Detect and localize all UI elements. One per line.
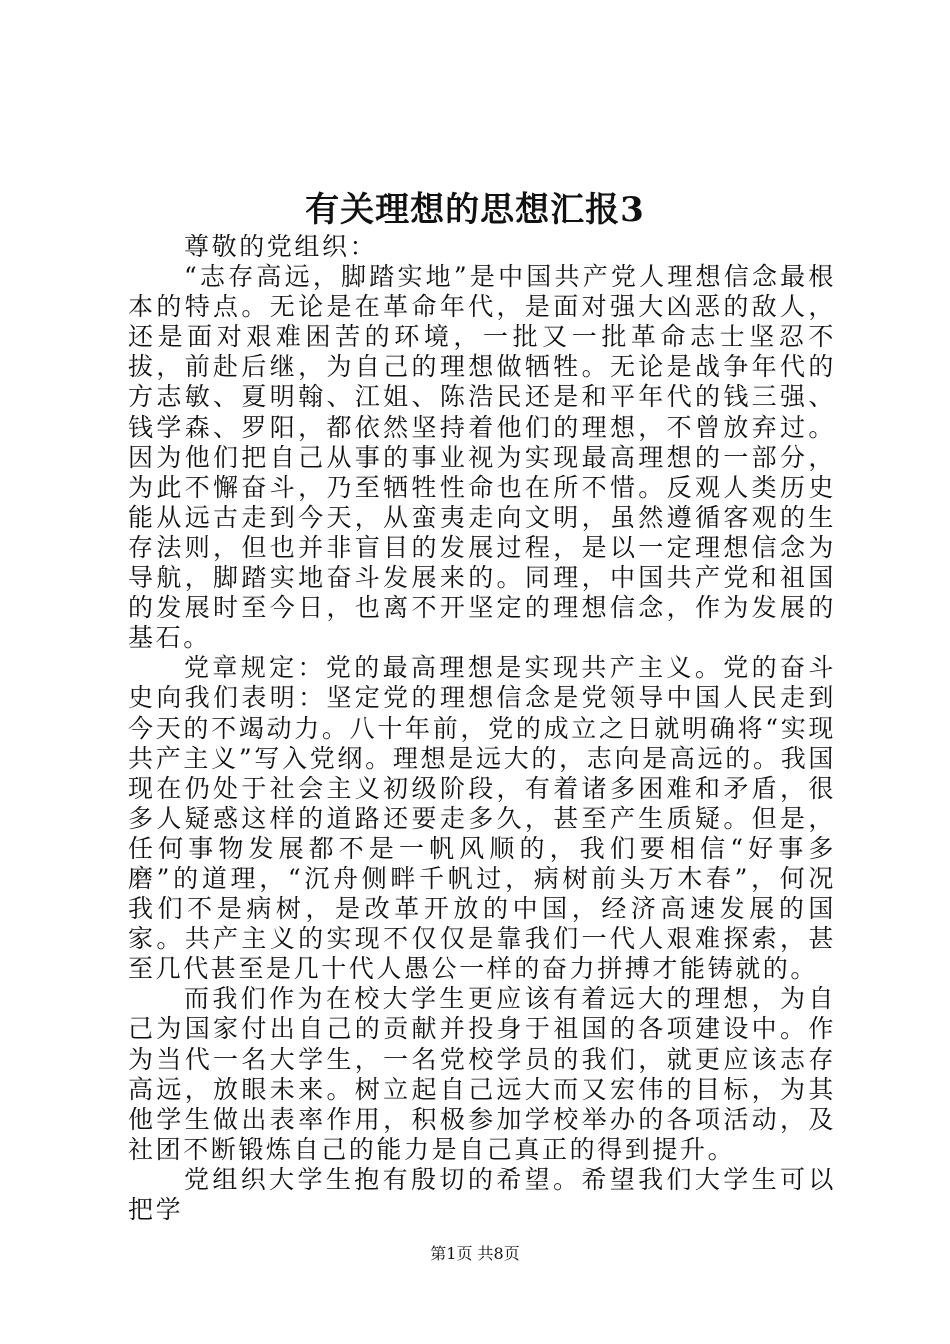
paragraph-2: 党章规定：党的最高理想是实现共产主义。党的奋斗史向我们表明：坚定党的理想信念是党领导中国人民走到今天的不竭动力。八十年前，党的成立之日就明确将“实现共产主义”写入党纲。理想是远大的，志向是高远的。我国现在仍处于社会主义初级阶段，有着诸多困难和矛盾，很多人疑惑这样的道路还要走多久，甚至产生质疑。但是，任何事物发展都不是一帆风顺的，我们要相信“好事多磨”的道理，“沉舟侧畔千帆过，病树前头万木春”，何况我们不是病树，是改革开放的中国，经济高速发展的国家。共产主义的实现不仅仅是靠我们一代人艰难探索，甚至几代甚至是几十代人愚公一样的奋力拼搏才能铸就的。 — [128, 653, 836, 984]
paragraph-4: 党组织大学生抱有殷切的希望。希望我们大学生可以把学 — [128, 1164, 836, 1224]
document-body — [128, 232, 836, 1225]
greeting-line: 尊敬的党组织： — [184, 232, 378, 261]
paragraph-3: 而我们作为在校大学生更应该有着远大的理想，为自己为国家付出自己的贡献并投身于祖国的各项建设中。作为当代一名大学生，一名党校学员的我们，就更应该志存高远，放眼未来。树立起自己远大而又宏伟的目标，为其他学生做出表率作用，积极参加学校举办的各项活动，及社团不断锻炼自己的能力是自己真正的得到提升。 — [128, 984, 836, 1164]
page-number-footer: 第1页 共8页 — [430, 1244, 520, 1263]
paragraph-1: “志存高远，脚踏实地”是中国共产党人理想信念最根本的特点。无论是在革命年代，是面对强大凶恶的敌人，还是面对艰难困苦的环境，一批又一批革命志士坚忍不拔，前赴后继，为自己的理想做牺牲。无论是战争年代的方志敏、夏明翰、江姐、陈浩民还是和平年代的钱三强、钱学森、罗阳，都依然坚持着他们的理想，不曾放弃过。因为他们把自己从事的事业视为实现最高理想的一部分，为此不懈奋斗，乃至牺牲性命也在所不惜。反观人类历史能从远古走到今天，从蛮夷走向文明，虽然遵循客观的生存法则，但也并非盲目的发展过程，是以一定理想信念为导航，脚踏实地奋斗发展来的。同理，中国共产党和祖国的发展时至今日，也离不开坚定的理想信念，作为发展的基石。 — [128, 262, 836, 653]
document-title: 有关理想的思想汇报3 — [305, 190, 645, 230]
